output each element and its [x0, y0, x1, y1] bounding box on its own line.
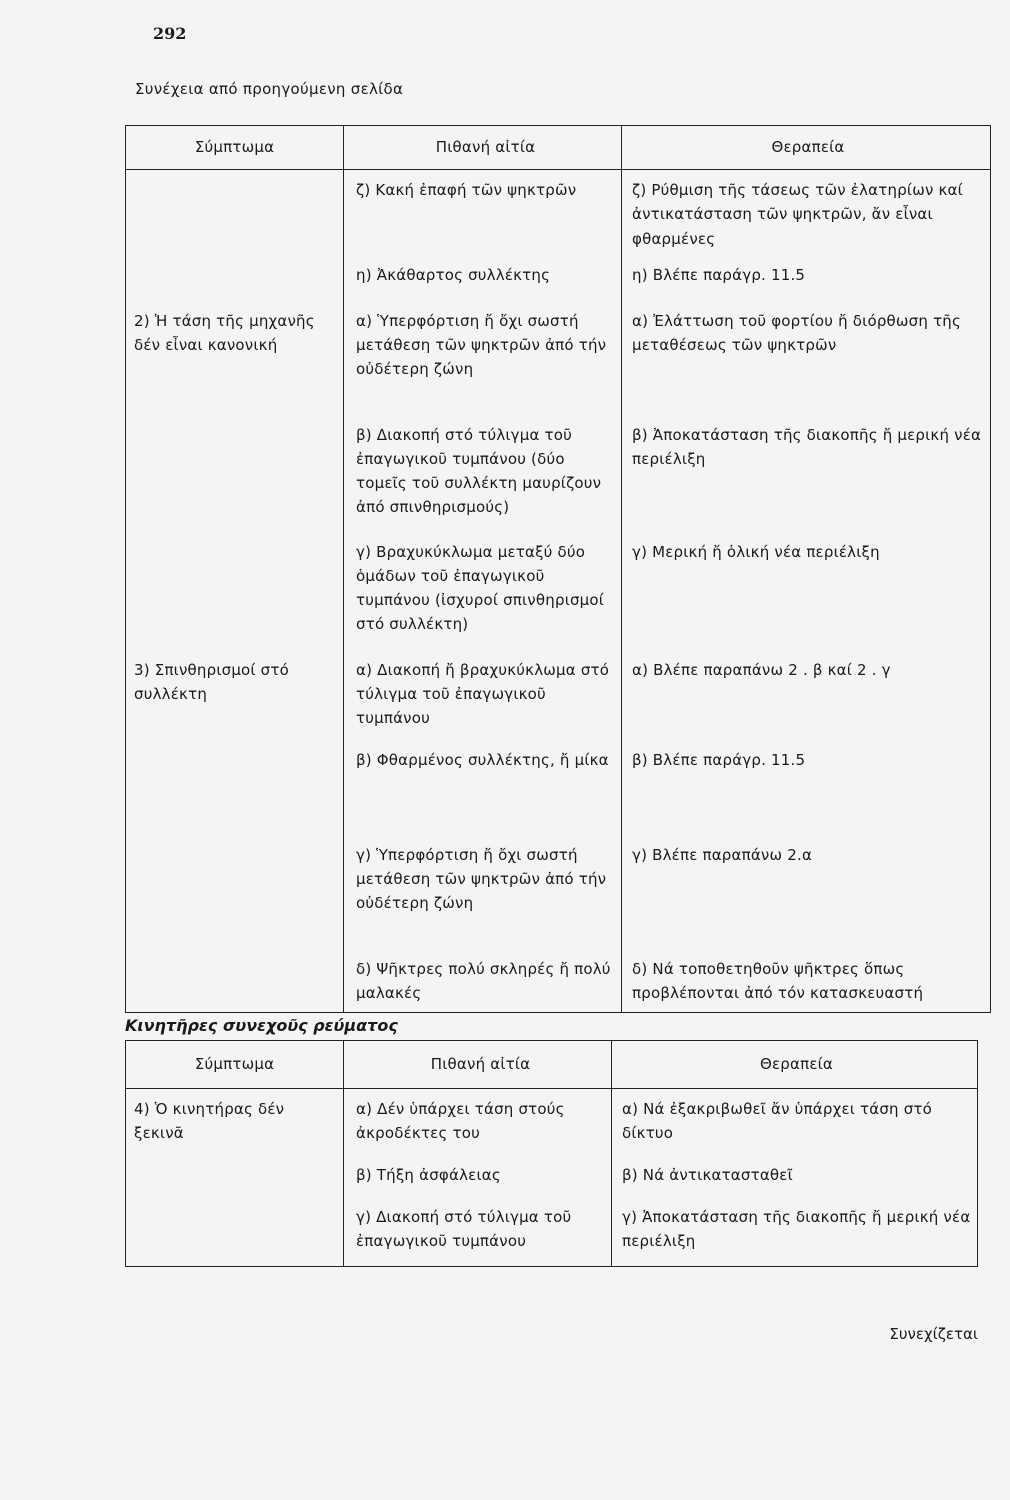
table-row — [126, 301, 991, 415]
table-row — [126, 740, 991, 835]
cause-cell: α) Διακοπή ἤ βραχυκύκλωμα στό τύλιγμα τοῦ ἐπαγωγικοῦ τυμπάνου — [344, 650, 622, 740]
remedy-cell: γ) Βλέπε παραπάνω 2.α — [622, 835, 991, 949]
remedy-cell: γ) Μερική ἤ ὁλική νέα περιέλιξη — [622, 532, 991, 650]
page-number: 292 — [153, 24, 187, 43]
cause-cell: α) Ὑπερφόρτιση ἤ ὄχι σωστή μετάθεση τῶν ψηκτρῶν ἀπό τήν οὐδέτερη ζώνη — [344, 301, 622, 415]
header-cause: Πιθανή αἰτία — [344, 126, 622, 170]
troubleshooting-table-dc-motors — [125, 1040, 978, 1267]
remedy-cell: η) Βλέπε παράγρ. 11.5 — [622, 255, 991, 301]
section-title: Κινητῆρες συνεχοῦς ρεύματος — [125, 1016, 398, 1035]
troubleshooting-table-generators — [125, 125, 991, 1013]
header-remedy: Θεραπεία — [612, 1041, 978, 1089]
continues-note: Συνεχίζεται — [889, 1325, 978, 1343]
cause-cell: γ) Ὑπερφόρτιση ἤ ὄχι σωστή μετάθεση τῶν ψηκτρῶν ἀπό τήν οὐδέτερη ζώνη — [344, 835, 622, 949]
symptom-cell — [126, 740, 344, 835]
symptom-cell — [126, 949, 344, 1013]
cause-cell: α) Δέν ὑπάρχει τάση στούς ἀκροδέκτες του — [344, 1089, 612, 1155]
symptom-cell — [126, 532, 344, 650]
symptom-cell — [126, 835, 344, 949]
cause-cell: η) Ἀκάθαρτος συλλέκτης — [344, 255, 622, 301]
table-row — [126, 532, 991, 650]
symptom-cell — [126, 1197, 344, 1267]
symptom-cell: 3) Σπινθηρισμοί στό συλλέκτη — [126, 650, 344, 740]
header-remedy: Θεραπεία — [622, 126, 991, 170]
table-row — [126, 949, 991, 1013]
remedy-cell: γ) Ἀποκατάσταση τῆς διακοπῆς ἤ μερική νέα περιέλιξη — [612, 1197, 978, 1267]
symptom-cell — [126, 1155, 344, 1197]
remedy-cell: α) Ἐλάττωση τοῦ φορτίου ἤ διόρθωση τῆς μεταθέσεως τῶν ψηκτρῶν — [622, 301, 991, 415]
symptom-cell — [126, 255, 344, 301]
cause-cell: β) Φθαρμένος συλλέκτης, ἤ μίκα — [344, 740, 622, 835]
cause-cell: ζ) Κακή ἐπαφή τῶν ψηκτρῶν — [344, 170, 622, 255]
cause-cell: γ) Βραχυκύκλωμα μεταξύ δύο ὁμάδων τοῦ ἐπαγωγικοῦ τυμπάνου (ἰσχυροί σπινθηρισμοί στό συλλέκτη) — [344, 532, 622, 650]
table-row — [126, 415, 991, 532]
cause-cell: γ) Διακοπή στό τύλιγμα τοῦ ἐπαγωγικοῦ τυμπάνου — [344, 1197, 612, 1267]
cause-cell: δ) Ψῆκτρες πολύ σκληρές ἤ πολύ μαλακές — [344, 949, 622, 1013]
cause-cell: β) Διακοπή στό τύλιγμα τοῦ ἐπαγωγικοῦ τυμπάνου (δύο τομεῖς τοῦ συλλέκτη μαυρίζουν ἀπό σπινθηρισμούς) — [344, 415, 622, 532]
header-symptom: Σύμπτωμα — [126, 1041, 344, 1089]
remedy-cell: β) Νά ἀντικατασταθεῖ — [612, 1155, 978, 1197]
remedy-cell: β) Ἀποκατάσταση τῆς διακοπῆς ἤ μερική νέα περιέλιξη — [622, 415, 991, 532]
header-symptom: Σύμπτωμα — [126, 126, 344, 170]
remedy-cell: β) Βλέπε παράγρ. 11.5 — [622, 740, 991, 835]
remedy-cell: δ) Νά τοποθετηθοῦν ψῆκτρες ὅπως προβλέπονται ἀπό τόν κατασκευαστή — [622, 949, 991, 1013]
remedy-cell: ζ) Ρύθμιση τῆς τάσεως τῶν ἐλατηρίων καί ἀντικατάσταση τῶν ψηκτρῶν, ἄν εἶναι φθαρμένες — [622, 170, 991, 255]
cause-cell: β) Τήξη ἀσφάλειας — [344, 1155, 612, 1197]
table-row — [126, 255, 991, 301]
table-row — [126, 1155, 978, 1197]
table-row — [126, 650, 991, 740]
header-cause: Πιθανή αἰτία — [344, 1041, 612, 1089]
symptom-cell — [126, 170, 344, 255]
table-row — [126, 1197, 978, 1267]
continued-from-note: Συνέχεια από προηγούμενη σελίδα — [135, 80, 404, 98]
table-row — [126, 170, 991, 255]
remedy-cell: α) Βλέπε παραπάνω 2 . β καί 2 . γ — [622, 650, 991, 740]
symptom-cell: 2) Ἡ τάση τῆς μηχανῆς δέν εἶναι κανονική — [126, 301, 344, 415]
symptom-cell: 4) Ὁ κινητήρας δέν ξεκινᾶ — [126, 1089, 344, 1155]
table-row — [126, 1089, 978, 1155]
remedy-cell: α) Νά ἐξακριβωθεῖ ἄν ὑπάρχει τάση στό δίκτυο — [612, 1089, 978, 1155]
symptom-cell — [126, 415, 344, 532]
table-row — [126, 835, 991, 949]
